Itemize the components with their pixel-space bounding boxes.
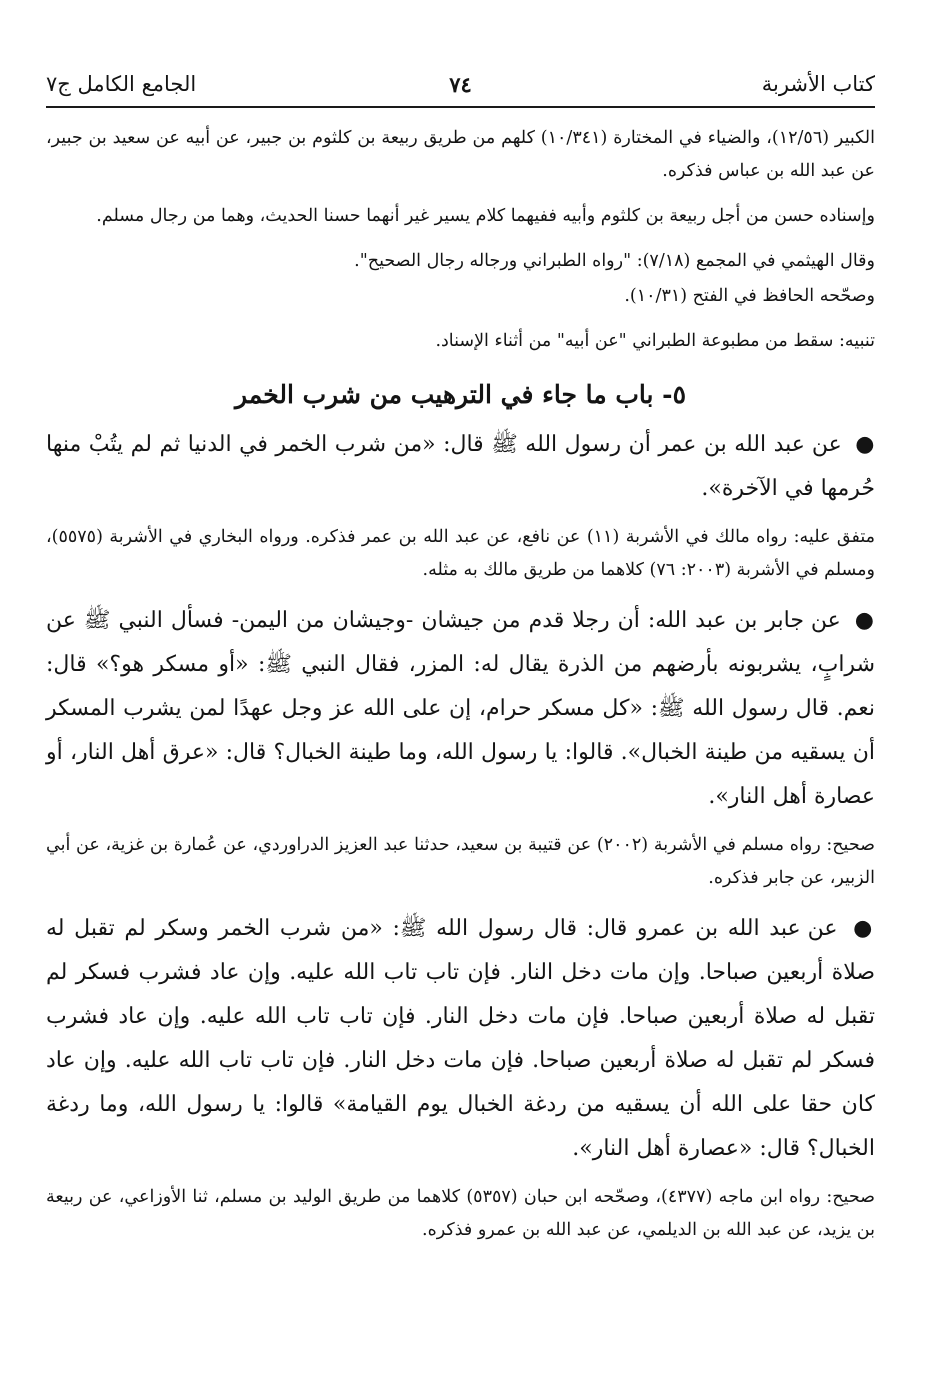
bullet-icon: ● bbox=[853, 916, 876, 941]
hadith-body: عن عبد الله بن عمرو قال: قال رسول الله ﷺ: «من شرب الخمر وسكر لم تقبل له صلاة أربعين صباحا. وإن مات دخل النار. فإن تاب تاب الله عليه. وإن عاد فشرب فسكر لم تقبل له صلاة أربعين صباحا. فإن مات دخل النار. فإن تاب تاب الله عليه. وإن عاد فشرب فسكر لم تقبل له صلاة أربعين صباحا. فإن مات دخل النار. فإن تاب تاب الله عليه. وإن عاد كان حقا على الله أن يسقيه من ردغة الخبال يوم القيامة» قالوا: يا رسول الله، وما ردغة الخبال؟ قال: «عصارة أهل النار». bbox=[46, 916, 875, 1161]
hadith-text bbox=[46, 423, 875, 511]
takhrij-note: متفق عليه: رواه مالك في الأشربة (١١) عن نافع، عن عبد الله بن عمر فذكره. ورواه البخاري في الأشربة (٥٥٧٥)، ومسلم في الأشربة (٢٠٠٣: ٧٦) كلاهما من طريق مالك به مثله. bbox=[46, 527, 875, 580]
bullet-icon: ● bbox=[855, 432, 876, 457]
book-volume-title: الجامع الكامل ج٧ bbox=[46, 72, 197, 96]
hadith-body: عن عبد الله بن عمر أن رسول الله ﷺ قال: «من شرب الخمر في الدنيا ثم لم يتُبْ منها حُرمها في الآخرة». bbox=[46, 432, 875, 501]
footnote-paragraph: وقال الهيثمي في المجمع (٧/١٨): "رواه الطبراني ورجاله رجال الصحيح". bbox=[354, 251, 875, 271]
page-number: ٧٤ bbox=[449, 72, 472, 97]
book-chapter-title: كتاب الأشربة bbox=[761, 72, 875, 96]
hadith-text bbox=[46, 907, 875, 1171]
footnote-paragraph: الكبير (١٢/٥٦)، والضياء في المختارة (١٠/٣٤١) كلهم من طريق ربيعة بن كلثوم بن جبير، عن أبيه عن سعيد بن جبير، عن عبد الله بن عباس فذكره. bbox=[46, 128, 875, 181]
hadith-body: عن جابر بن عبد الله: أن رجلا قدم من جيشان -وجيشان من اليمن- فسأل النبي ﷺ عن شرابٍ، يشربونه بأرضهم من الذرة يقال له: المزر، فقال النبي ﷺ: «أو مسكر هو؟» قال: نعم. قال رسول الله ﷺ: «كل مسكر حرام، إن على الله عز وجل عهدًا لمن يشرب المسكر أن يسقيه من طينة الخبال». قالوا: يا رسول الله، وما طينة الخبال؟ قال: «عرق أهل النار، أو عصارة أهل النار». bbox=[46, 608, 875, 809]
footnote-paragraph: تنبيه: سقط من مطبوعة الطبراني "عن أبيه" من أثناء الإسناد. bbox=[435, 331, 875, 351]
footnote-paragraph: وصحّحه الحافظ في الفتح (١٠/٣١). bbox=[624, 286, 875, 306]
bullet-icon: ● bbox=[854, 608, 875, 633]
takhrij-note: صحيح: رواه ابن ماجه (٤٣٧٧)، وصحّحه ابن حبان (٥٣٥٧) كلاهما من طريق الوليد بن مسلم، ثنا الأوزاعي، عن ربيعة بن يزيد، عن عبد الله بن الديلمي، عن عبد الله بن عمرو فذكره. bbox=[46, 1187, 875, 1240]
takhrij-note: صحيح: رواه مسلم في الأشربة (٢٠٠٢) عن قتيبة بن سعيد، حدثنا عبد العزيز الدراوردي، عن عُمارة بن غزية، عن أبي الزبير، عن جابر فذكره. bbox=[46, 835, 875, 888]
footnote-paragraph: وإسناده حسن من أجل ربيعة بن كلثوم وأبيه ففيهما كلام يسير غير أنهما حسنا الحديث، وهما من رجال مسلم. bbox=[96, 206, 875, 226]
page-body bbox=[46, 122, 875, 1247]
section-heading: ٥- باب ما جاء في الترهيب من شرب الخمر bbox=[235, 380, 686, 409]
hadith-text bbox=[46, 599, 875, 819]
running-header bbox=[46, 62, 875, 108]
